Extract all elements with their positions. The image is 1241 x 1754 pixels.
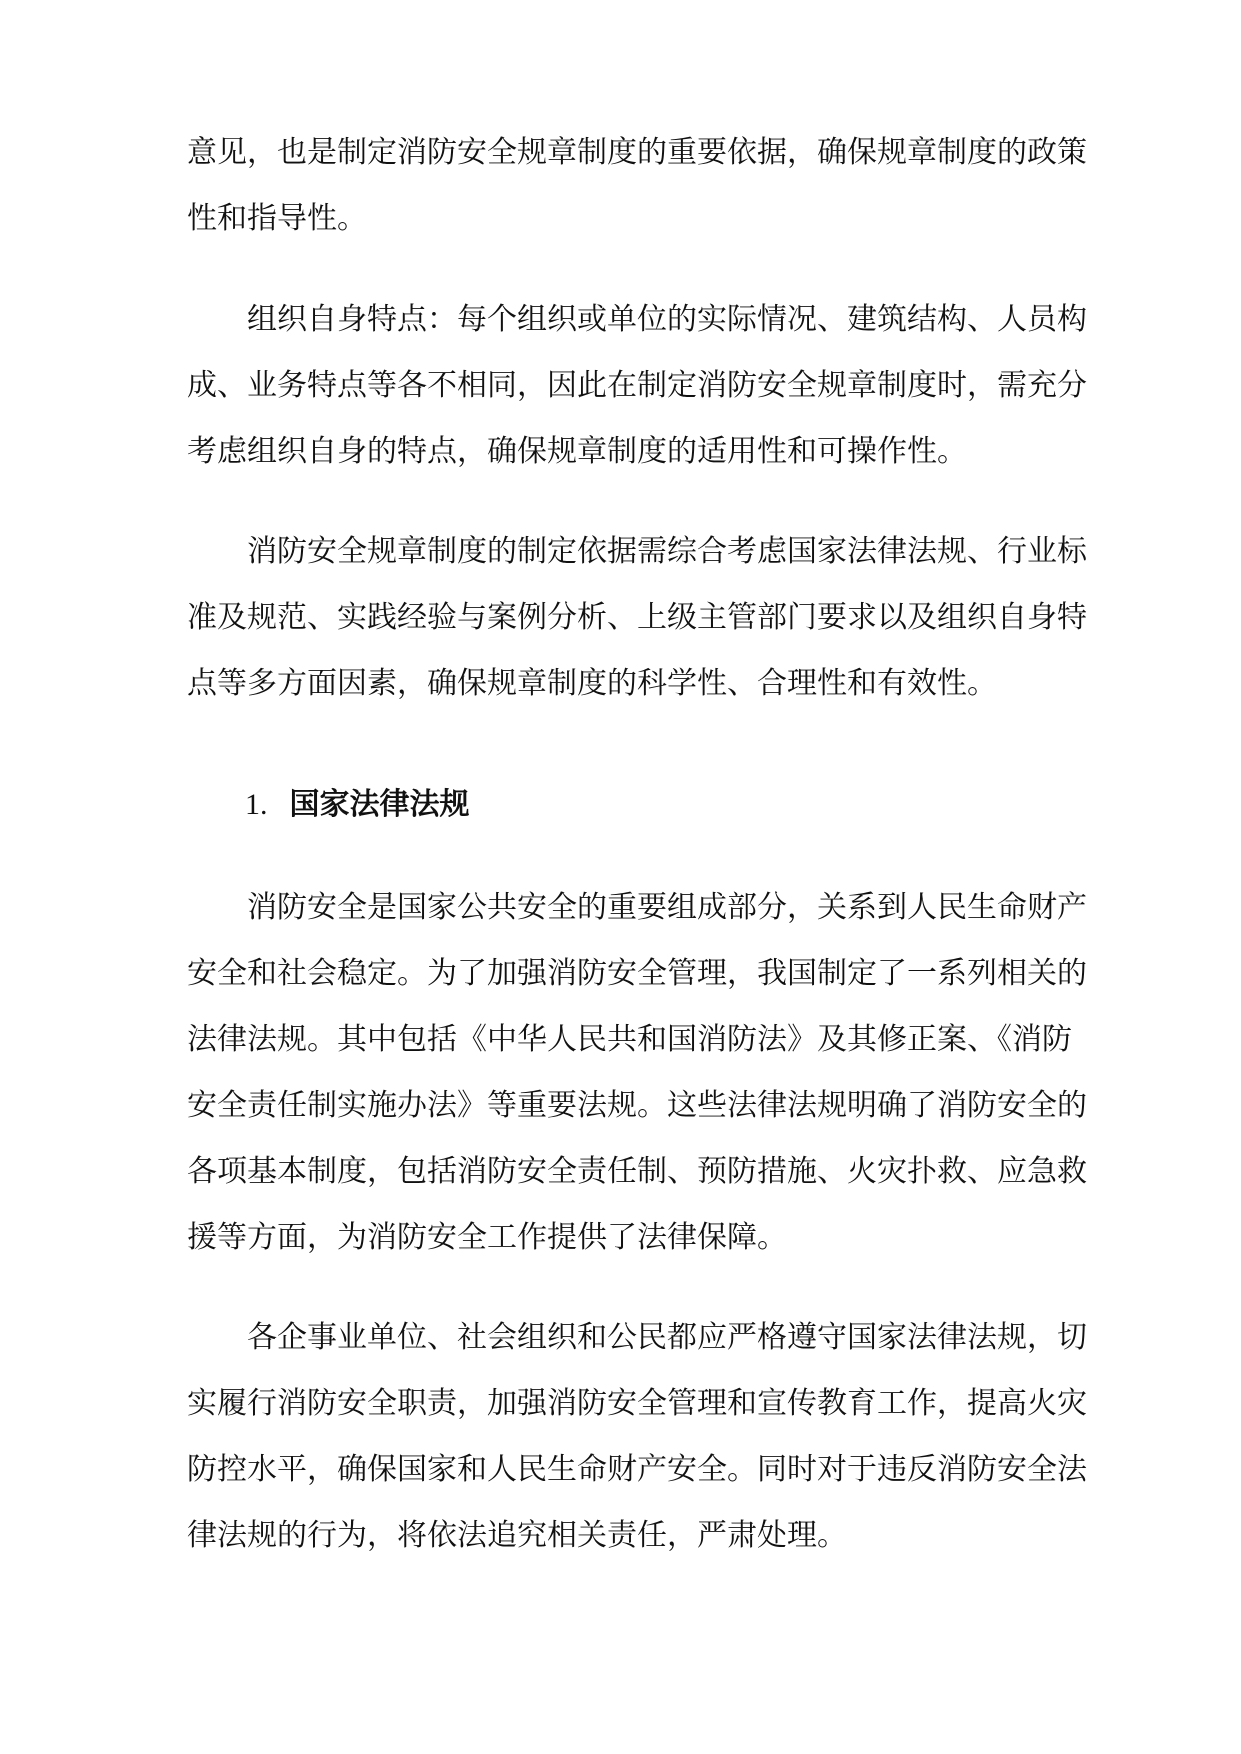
section-paragraph-1-line-2: 安全和社会稳定。为了加强消防安全管理，我国制定了一系列相关的 <box>187 956 1087 991</box>
section-paragraph-2-line-3: 防控水平，确保国家和人民生命财产安全。同时对于违反消防安全法 <box>187 1452 1087 1487</box>
paragraph-2-line-2: 成、业务特点等各不相同，因此在制定消防安全规章制度时，需充分 <box>187 368 1087 403</box>
paragraph-3-line-2: 准及规范、实践经验与案例分析、上级主管部门要求以及组织自身特 <box>187 600 1087 635</box>
section-title: 国家法律法规 <box>289 787 470 822</box>
paragraph-2-line-3: 考虑组织自身的特点，确保规章制度的适用性和可操作性。 <box>187 434 967 469</box>
section-heading <box>245 785 470 825</box>
paragraph-3-line-3: 点等多方面因素，确保规章制度的科学性、合理性和有效性。 <box>187 666 997 701</box>
section-paragraph-1-line-1: 消防安全是国家公共安全的重要组成部分，关系到人民生命财产 <box>247 890 1087 925</box>
section-paragraph-1-line-6: 援等方面，为消防安全工作提供了法律保障。 <box>187 1220 787 1255</box>
paragraph-1-line-1: 意见，也是制定消防安全规章制度的重要依据，确保规章制度的政策 <box>187 135 1087 170</box>
section-paragraph-2-line-2: 实履行消防安全职责，加强消防安全管理和宣传教育工作，提高火灾 <box>187 1386 1087 1421</box>
section-paragraph-2-line-4: 律法规的行为，将依法追究相关责任，严肃处理。 <box>187 1518 847 1553</box>
section-paragraph-2-line-1: 各企事业单位、社会组织和公民都应严格遵守国家法律法规，切 <box>247 1320 1087 1355</box>
section-number: 1. <box>245 788 268 821</box>
section-paragraph-1-line-4: 安全责任制实施办法》等重要法规。这些法律法规明确了消防安全的 <box>187 1088 1087 1123</box>
paragraph-1-line-2: 性和指导性。 <box>187 201 367 236</box>
section-paragraph-1-line-5: 各项基本制度，包括消防安全责任制、预防措施、火灾扑救、应急救 <box>187 1154 1087 1189</box>
paragraph-2-line-1: 组织自身特点：每个组织或单位的实际情况、建筑结构、人员构 <box>247 302 1087 337</box>
section-paragraph-1-line-3: 法律法规。其中包括《中华人民共和国消防法》及其修正案、《消防 <box>187 1022 1072 1057</box>
paragraph-3-line-1: 消防安全规章制度的制定依据需综合考虑国家法律法规、行业标 <box>247 534 1087 569</box>
